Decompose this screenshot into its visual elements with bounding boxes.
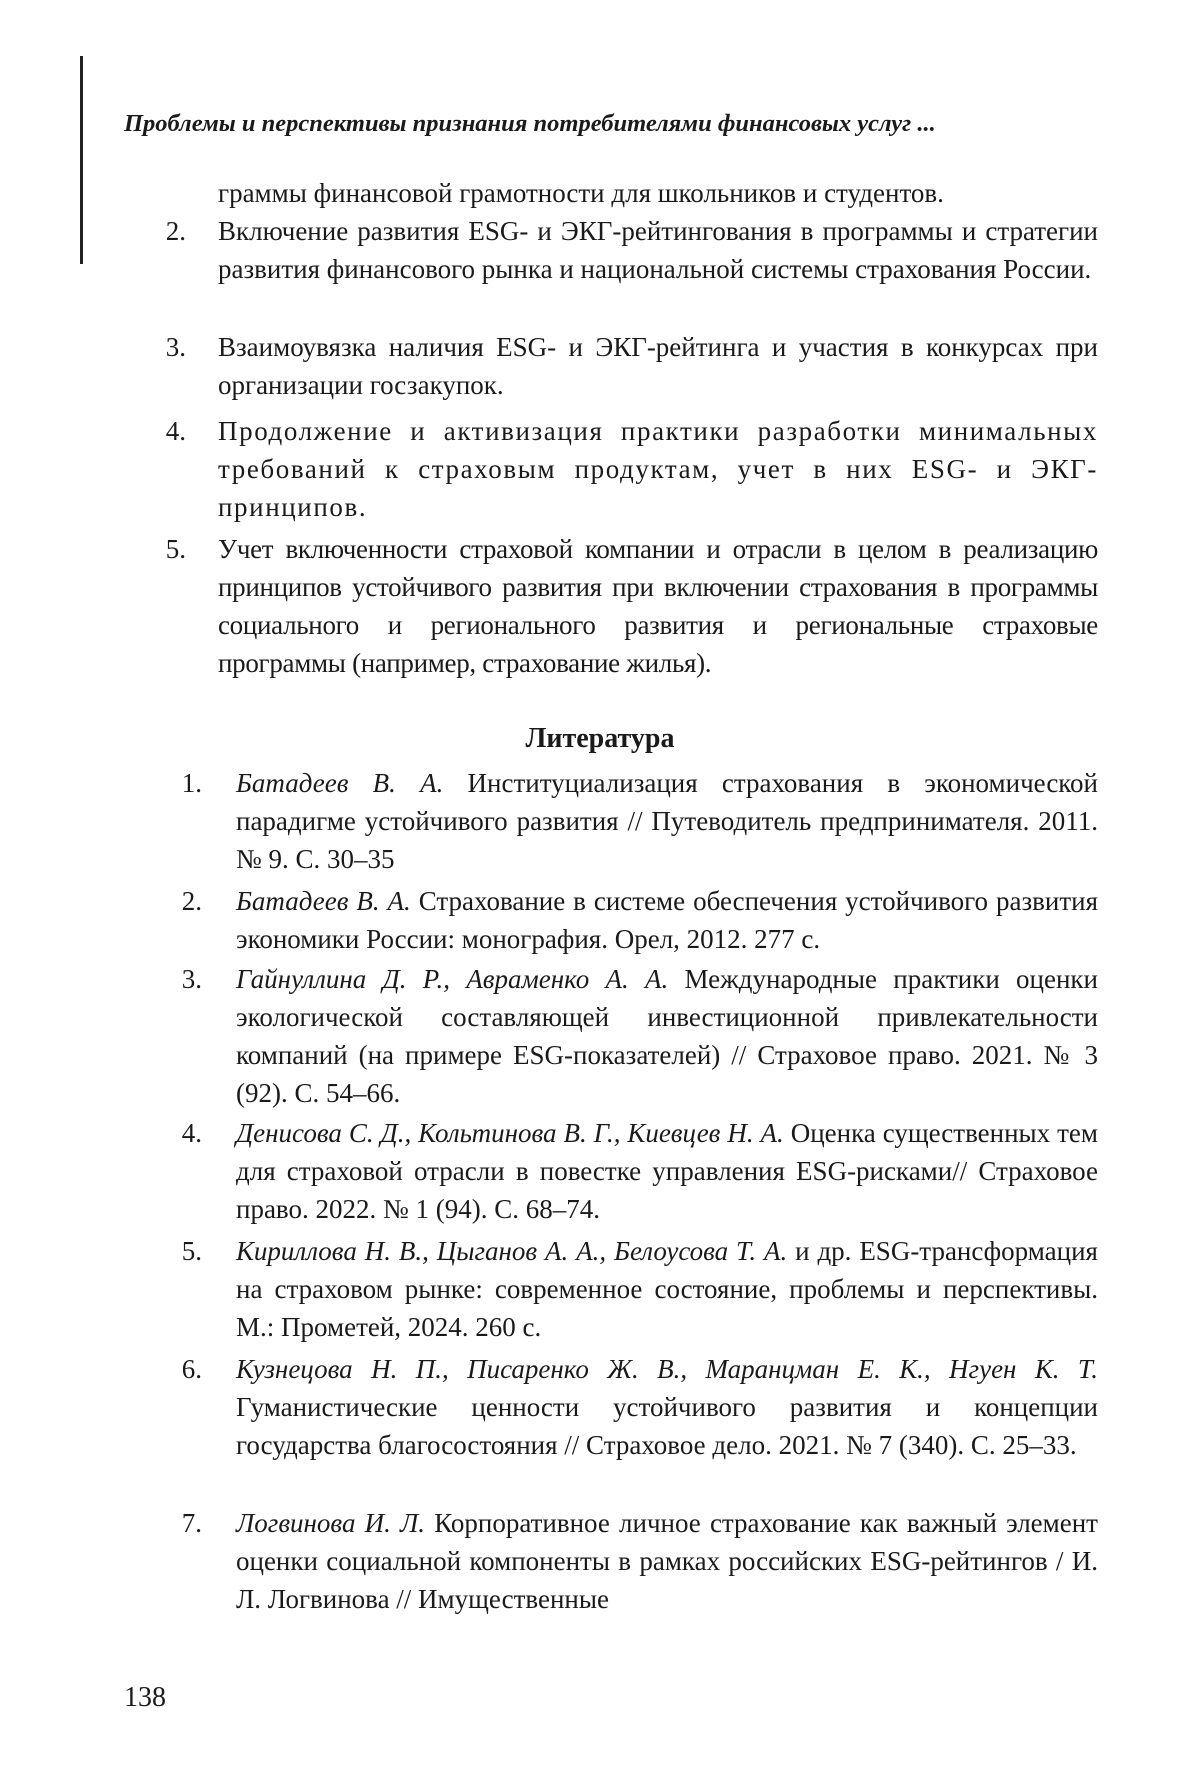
margin-rule [80, 56, 83, 264]
entry-authors: Кириллова Н. В., Цыганов А. А., Белоусова Т. А. [236, 1236, 787, 1266]
entry-text [236, 1350, 1098, 1464]
list-item-text: Продолжение и активизация практики разработки минимальных требований к страховым продуктам, учет в них ESG- и ЭКГ-принципов. [218, 412, 1098, 526]
page-number: 138 [124, 1680, 166, 1716]
entry-reference: Оценка существенных тем для страховой отрасли в повестке управления ESG-рисками// Страховое право. 2022. № 1 (94). С. 68–74. [236, 1118, 1098, 1224]
entry-reference: Гуманистические ценности устойчивого развития и концепции государства благосостояния // Страховое дело. 2021. № 7 (340). С. 25–33. [236, 1392, 1098, 1460]
literature-heading: Литература [0, 720, 1200, 758]
entry-reference: Институциализация страхования в экономической парадигме устойчивого развития // Путеводитель предпринимателя. 2011. № 9. С. 30–35 [236, 768, 1098, 874]
entry-number: 2. [140, 882, 202, 920]
entry-text [236, 882, 1098, 958]
list-item-number: 5. [130, 530, 186, 568]
entry-number: 6. [140, 1350, 202, 1388]
entry-authors: Логвинова И. Л. [236, 1508, 425, 1538]
entry-authors: Батадеев В. А. [236, 768, 443, 798]
list-item-text: Включение развития ESG- и ЭКГ-рейтингования в программы и стратегии развития финансового рынка и национальной системы страхования России. [218, 212, 1098, 288]
list-item-number: 2. [130, 212, 186, 250]
running-header: Проблемы и перспективы признания потребителями финансовых услуг ... [124, 108, 1084, 140]
entry-text [236, 1232, 1098, 1346]
entry-text [236, 764, 1098, 878]
entry-authors: Батадеев В. А. [236, 886, 411, 916]
entry-text [236, 1114, 1098, 1228]
entry-reference: Международные практики оценки экологической составляющей инвестиционной привлекательности компаний (на примере ESG-показателей) // Страховое право. 2021. № 3 (92). С. 54–66. [236, 964, 1098, 1108]
entry-authors: Кузнецова Н. П., Писаренко Ж. В., Маранцман Е. К., Нгуен К. Т. [236, 1354, 1098, 1384]
entry-authors: Денисова С. Д., Кольтинова В. Г., Киевцев Н. А. [236, 1118, 784, 1148]
list-item-text: Учет включенности страховой компании и отрасли в целом в реализацию принципов устойчивого развития при включении страхования в программы социального и регионального развития и региональные страховые программы (например, страхование жилья). [218, 530, 1098, 682]
list-item-text: Взаимоувязка наличия ESG- и ЭКГ-рейтинга и участия в конкурсах при организации госзакупок. [218, 328, 1098, 404]
entry-reference: и др. ESG-трансформация на страховом рынке: современное состояние, проблемы и перспективы. М.: Прометей, 2024. 260 с. [236, 1236, 1098, 1342]
entry-text [236, 960, 1098, 1112]
entry-number: 1. [140, 764, 202, 802]
list-item-number: 4. [130, 412, 186, 450]
entry-number: 7. [140, 1504, 202, 1542]
entry-reference: Страхование в системе обеспечения устойчивого развития экономики России: монография. Орел, 2012. 277 с. [236, 886, 1098, 954]
entry-text [236, 1504, 1098, 1618]
list-item-continuation: граммы финансовой грамотности для школьников и студентов. [218, 174, 1088, 212]
entry-number: 5. [140, 1232, 202, 1270]
entry-authors: Гайнуллина Д. Р., Авраменко А. А. [236, 964, 668, 994]
entry-number: 3. [140, 960, 202, 998]
list-item-number: 3. [130, 328, 186, 366]
entry-reference: Корпоративное личное страхование как важный элемент оценки социальной компоненты в рамках российских ESG-рейтингов / И. Л. Логвинова // Имущественные [236, 1508, 1098, 1614]
entry-number: 4. [140, 1114, 202, 1152]
